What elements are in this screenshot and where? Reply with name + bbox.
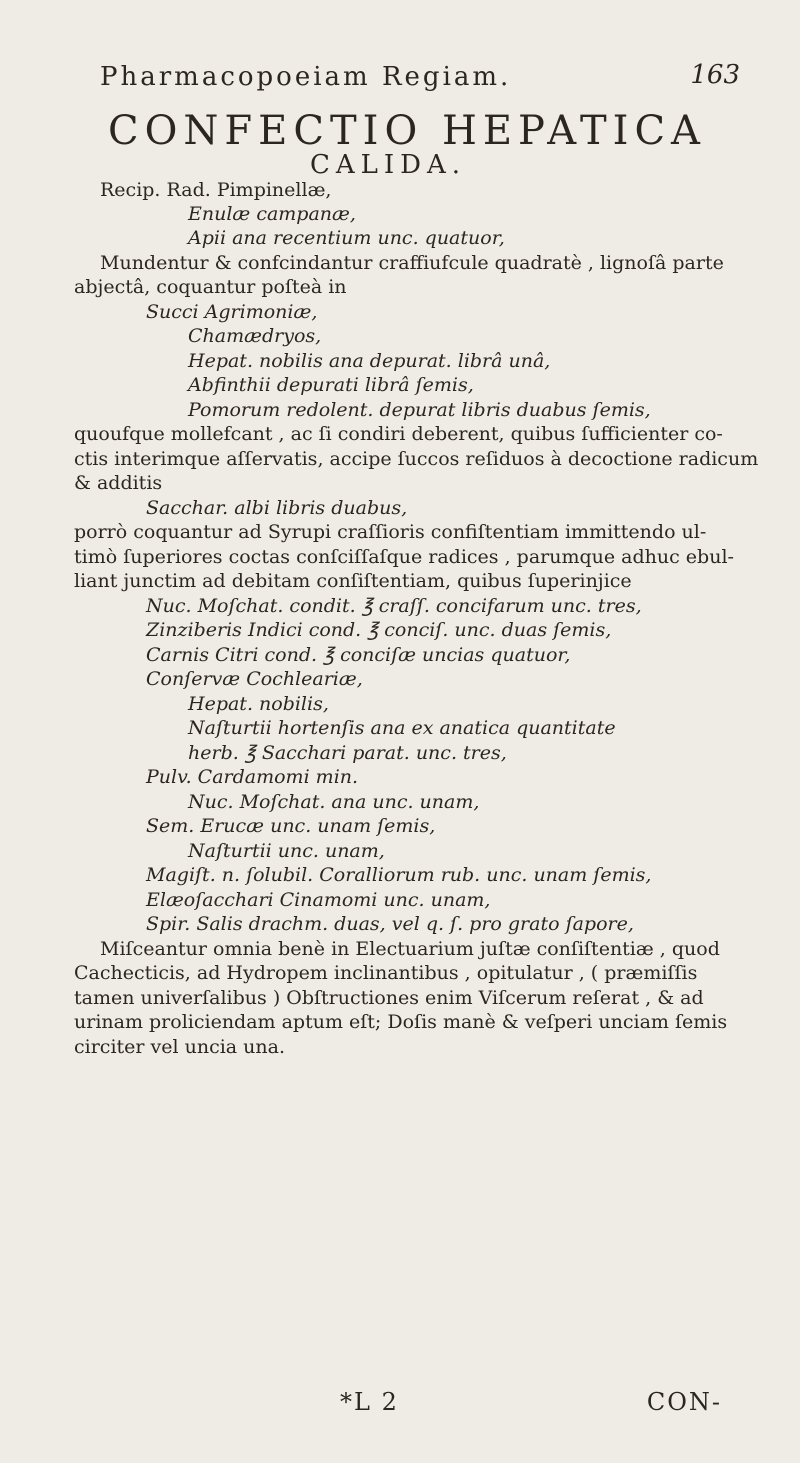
text-line: Conſervæ Cochleariæ, [146,668,363,690]
text-line: Abfinthii depurati librâ ſemis, [188,374,474,396]
text-line: Succi Agrimoniæ, [146,301,318,323]
text-line: Pomorum redolent. depurat libris duabus ſemis, [188,399,651,421]
text-line: Nuc. Moſchat. condit. ℥ craſſ. concifarum unc. tres, [146,595,642,617]
text-line: Zinziberis Indici cond. ℥ conciſ. unc. duas ſemis, [146,619,612,641]
text-line: Miſceantur omnia benè in Electuarium juſtæ conſiſtentiæ , quod [100,938,720,960]
text-line: Hepat. nobilis, [188,693,329,715]
text-line: Magiſt. n. ſolubil. Coralliorum rub. unc. unam ſemis, [146,864,652,886]
text-line: Enulæ campanæ, [188,203,356,225]
text-line: timò ſuperiores coctas conſciſſaſque radices , parumque adhuc ebul- [74,546,734,568]
text-line: Hepat. nobilis ana depurat. librâ unâ, [188,350,551,372]
text-line: Sacchar. albi libris duabus, [146,497,408,519]
text-line: Naſturtii hortenſis ana ex anatica quantitate [188,717,616,739]
text-line: porrò coquantur ad Syrupi craſſioris confiſtentiam immittendo ul- [74,521,707,543]
text-line: Mundentur & confcindantur craffiufcule quadratè , lignoſâ parte [100,252,724,274]
text-line: Elæoſacchari Cinamomi unc. unam, [146,889,491,911]
text-line: circiter vel uncia una. [74,1036,286,1058]
section-subtitle: CALIDA. [309,150,467,180]
signature-mark: *L 2 [340,1388,399,1416]
text-line: Sem. Erucæ unc. unam ſemis, [146,815,436,837]
text-line: Pulv. Cardamomi min. [146,766,359,788]
text-line: Naſturtii unc. unam, [188,840,385,862]
text-line: ctis interimque aſſervatis, accipe ſuccos reſiduos à decoctione radicum [74,448,759,470]
text-line: tamen univerſalibus ) Obſtructiones enim Viſcerum reſerat , & ad [74,987,704,1009]
section-title: CONFECTIO HEPATICA [108,108,706,154]
text-line: liant junctim ad debitam conſiſtentiam, quibus ſuperinjice [74,570,632,592]
text-line: quoufque mollefcant , ac ſi condiri deberent, quibus ſufficienter co- [74,423,723,445]
text-line: Cachecticis, ad Hydropem inclinantibus , opitulatur , ( præmiſſis [74,962,698,984]
text-line: urinam proliciendam aptum eſt; Doſis manè & veſperi unciam ſemis [74,1011,728,1033]
text-line: herb. ℥ Sacchari parat. unc. tres, [188,742,507,764]
text-line: Apii ana recentium unc. quatuor, [188,227,505,249]
running-head: Pharmacopoeiam Regiam. [100,62,512,92]
text-line: abjectâ, coquantur poſteà in [74,276,347,298]
catchword: CON- [646,1388,722,1416]
text-line: & additis [74,472,163,494]
text-line: Carnis Citri cond. ℥ conciſæ uncias quatuor, [146,644,571,666]
text-line: Chamædryos, [188,325,322,347]
text-line: Recip. Rad. Pimpinellæ, [100,179,332,201]
text-line: Spir. Salis drachm. duas, vel q. ſ. pro grato ſapore, [146,913,634,935]
text-line: Nuc. Moſchat. ana unc. unam, [188,791,480,813]
page-number: 163 [690,60,740,90]
